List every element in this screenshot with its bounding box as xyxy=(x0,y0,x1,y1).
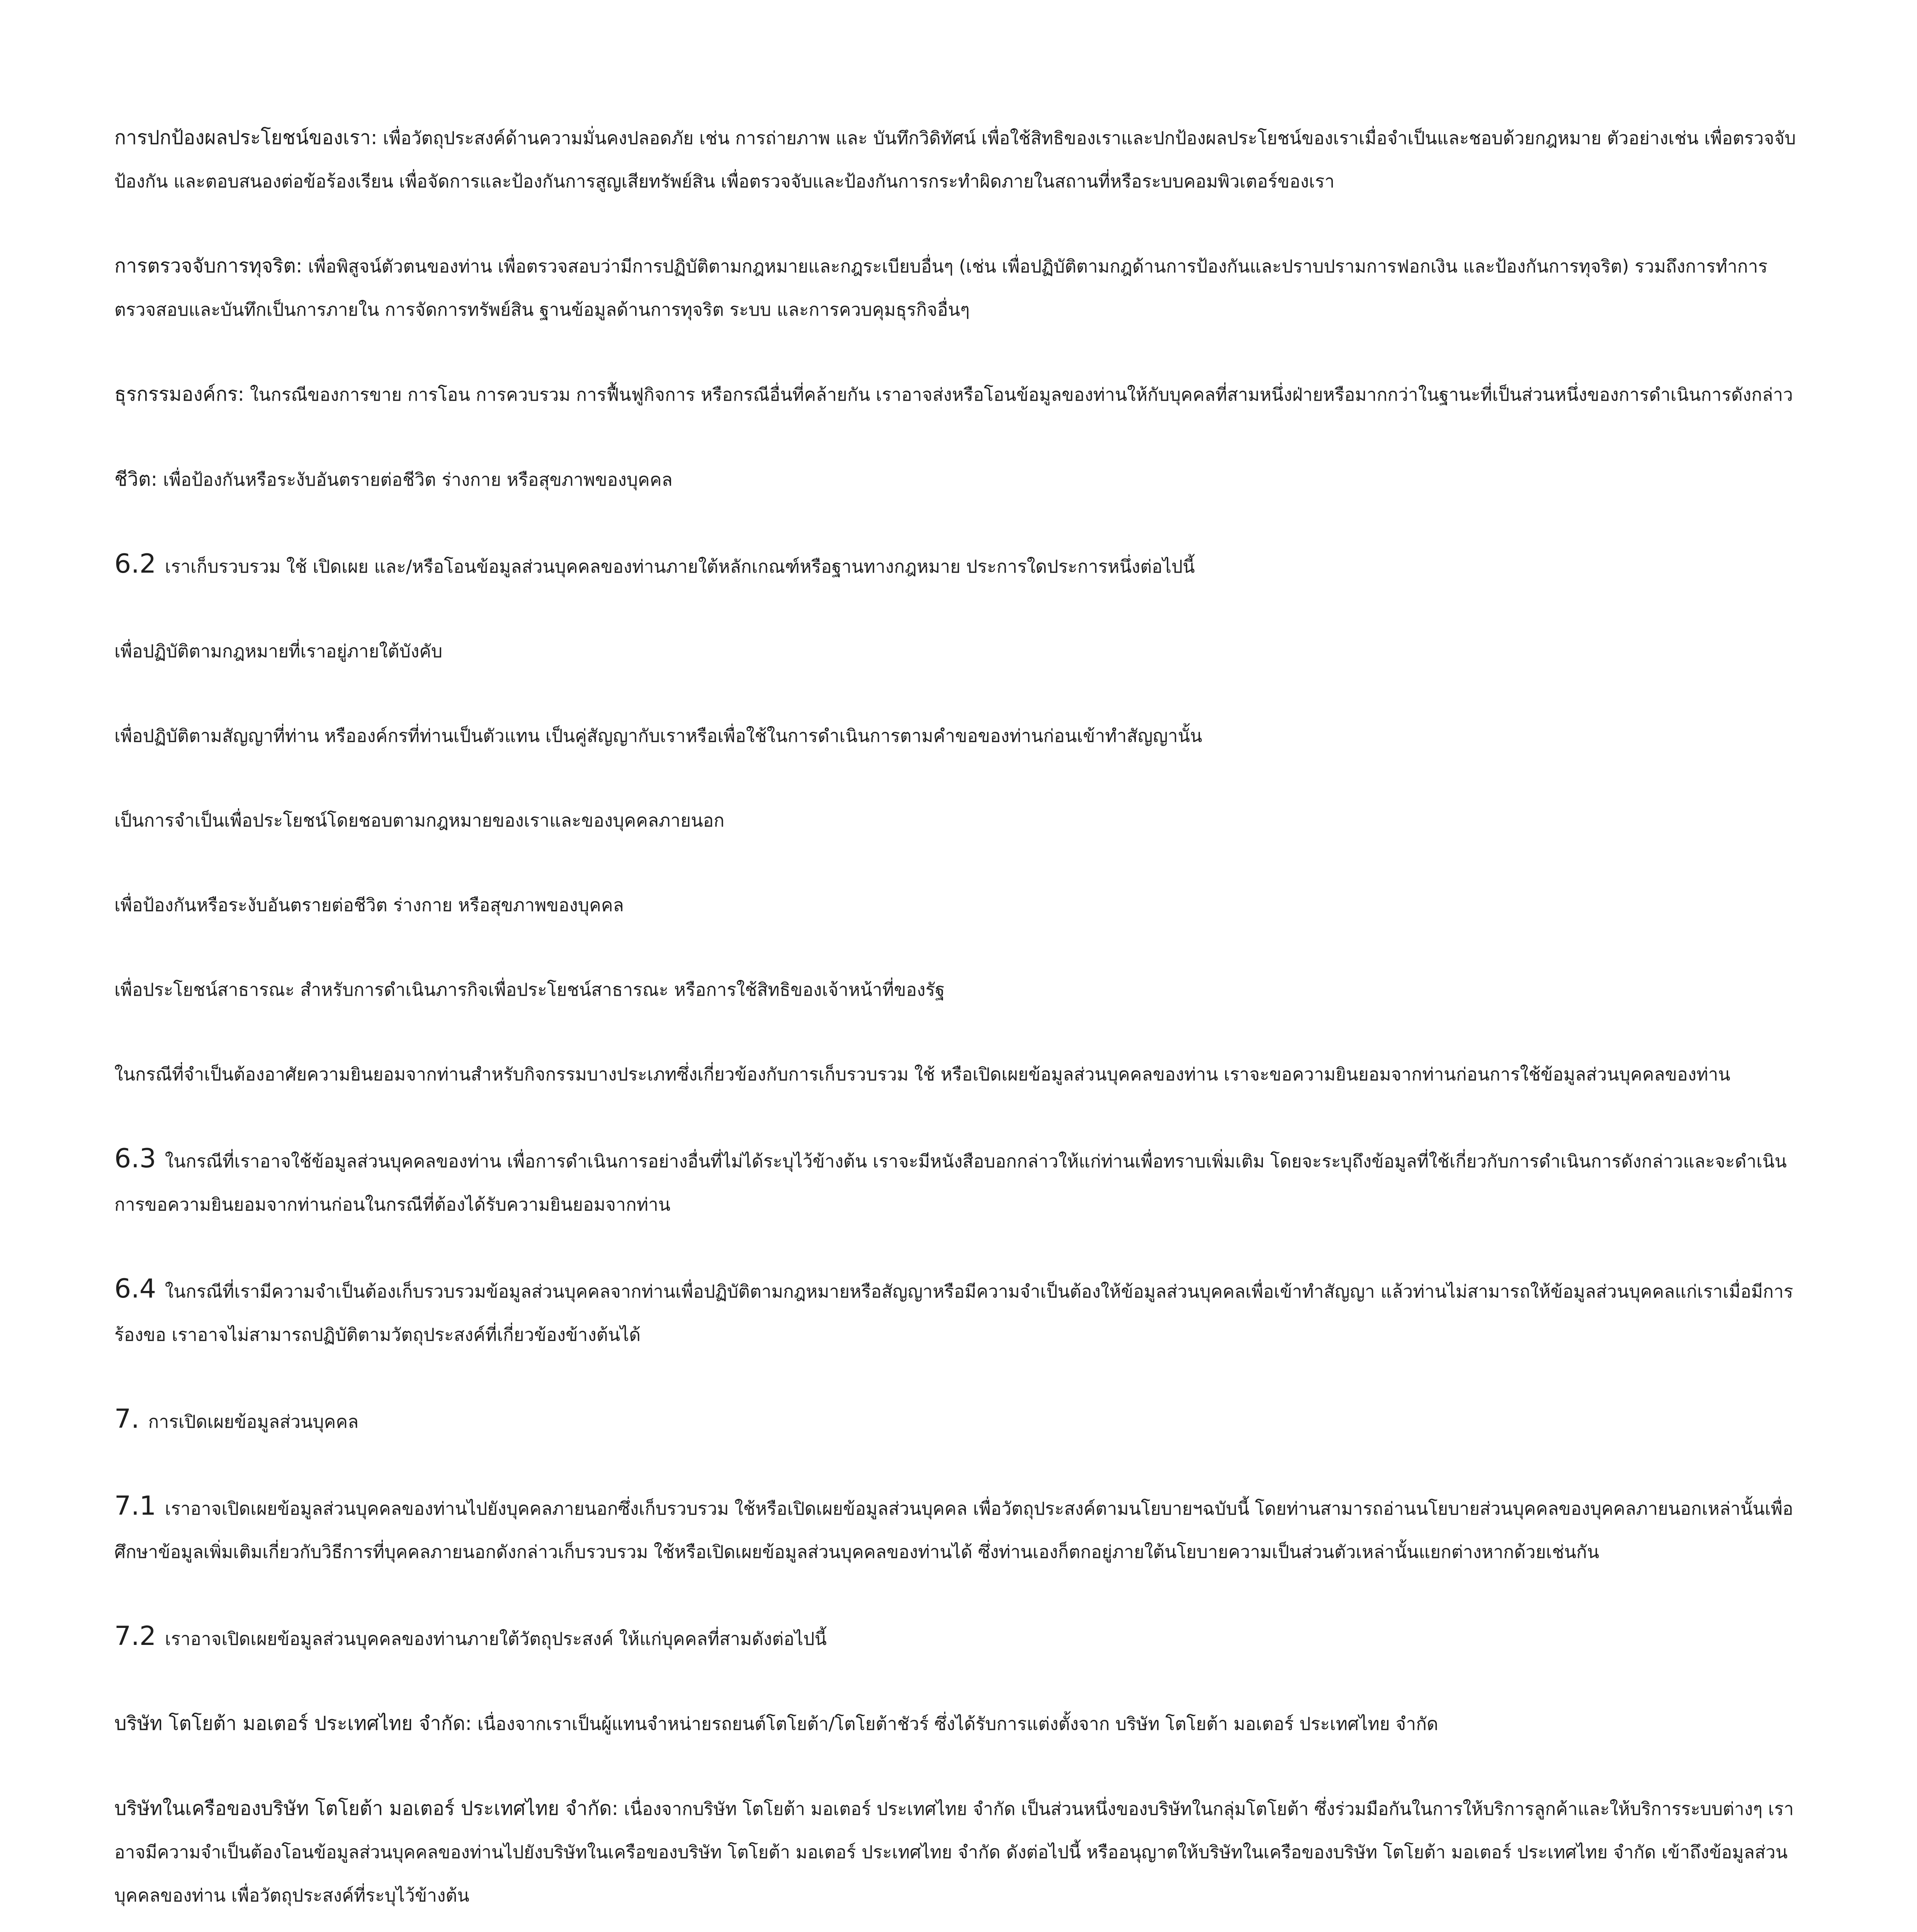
paragraph-text: เราอาจเปิดเผยข้อมูลส่วนบุคคลของท่านภายใต้วัตถุประสงค์ ให้แก่บุคคลที่สามดังต่อไปนี้ xyxy=(165,1628,827,1649)
paragraph-fraud-detection xyxy=(114,244,1803,331)
paragraph-text: เนื่องจากบริษัท โตโยต้า มอเตอร์ ประเทศไทย จำกัด เป็นส่วนหนึ่งของบริษัทในกลุ่มโตโยต้า ซึ่งร่วมมือกันในการให้บริการลูกค้าและให้บริการระบบต่างๆ เราอาจมีความจำเป็นต้องโอนข้อมูลส่วนบุคคลของท่านไปยังบริษัทในเครือของบริษัท โตโยต้า มอเตอร์ ประเทศไทย จำกัด ดังต่อไปนี้ หรืออนุญาตให้บริษัทในเครือของบริษัท โตโยต้า มอเตอร์ ประเทศไทย จำกัด เข้าถึงข้อมูลส่วนบุคคลของท่าน เพื่อวัตถุประสงค์ที่ระบุไว้ข้างต้น xyxy=(114,1798,1794,1906)
section-number: 7.1 xyxy=(114,1491,156,1521)
paragraph-text: ในกรณีที่เรามีความจำเป็นต้องเก็บรวบรวมข้อมูลส่วนบุคคลจากท่านเพื่อปฏิบัติตามกฎหมายหรือสัญญาหรือมีความจำเป็นต้องให้ข้อมูลส่วนบุคคลเพื่อเข้าทำสัญญา แล้วท่านไม่สามารถให้ข้อมูลส่วนบุคคลแก่เราเมื่อมีการร้องขอ เราอาจไม่สามารถปฏิบัติตามวัตถุประสงค์ที่เกี่ยวข้องข้างต้นได้ xyxy=(114,1281,1793,1345)
section-number: 6.2 xyxy=(114,549,156,579)
legal-basis-contract xyxy=(114,714,1803,757)
paragraph-lead: บริษัท โตโยต้า มอเตอร์ ประเทศไทย จำกัด: xyxy=(114,1712,472,1735)
section-6-2 xyxy=(114,543,1803,588)
section-7-heading xyxy=(114,1398,1803,1443)
section-number: 7. xyxy=(114,1404,139,1434)
paragraph-lead: การปกป้องผลประโยชน์ของเรา: xyxy=(114,126,377,149)
paragraph-lead: บริษัทในเครือของบริษัท โตโยต้า มอเตอร์ ประเทศไทย จำกัด: xyxy=(114,1797,619,1820)
legal-basis-law xyxy=(114,629,1803,673)
paragraph-text: เราอาจเปิดเผยข้อมูลส่วนบุคคลของท่านไปยังบุคคลภายนอกซึ่งเก็บรวบรวม ใช้หรือเปิดเผยข้อมูลส่วนบุคคล เพื่อวัตถุประสงค์ตามนโยบายฯฉบับนี้ โดยท่านสามารถอ่านนโยบายส่วนบุคคลของบุคคลภายนอกเหล่านั้นเพื่อศึกษาข้อมูลเพิ่มเติมเกี่ยวกับวิธีการที่บุคคลภายนอกดังกล่าวเก็บรวบรวม ใช้หรือเปิดเผยข้อมูลส่วนบุคคลของท่านได้ ซึ่งท่านเองก็ตกอยู่ภายใต้นโยบายความเป็นส่วนตัวเหล่านั้นแยกต่างหากด้วยเช่นกัน xyxy=(114,1498,1793,1562)
document-page xyxy=(114,116,1803,1932)
legal-basis-consent xyxy=(114,1053,1803,1096)
paragraph-corporate-transactions xyxy=(114,372,1803,416)
legal-basis-public-interest xyxy=(114,968,1803,1011)
legal-basis-vital-interest xyxy=(114,883,1803,927)
paragraph-text: เพื่อปฏิบัติตามสัญญาที่ท่าน หรือองค์กรที่ท่านเป็นตัวแทน เป็นคู่สัญญากับเราหรือเพื่อใช้ในการดำเนินการตามคำขอของท่านก่อนเข้าทำสัญญานั้น xyxy=(114,725,1202,746)
paragraph-text: เพื่อปฏิบัติตามกฎหมายที่เราอยู่ภายใต้บังคับ xyxy=(114,641,443,662)
paragraph-text: เพื่อวัตถุประสงค์ด้านความมั่นคงปลอดภัย เช่น การถ่ายภาพ และ บันทึกวิดิทัศน์ เพื่อใช้สิทธิของเราและปกป้องผลประโยชน์ของเราเมื่อจำเป็นและชอบด้วยกฎหมาย ตัวอย่างเช่น เพื่อตรวจจับ ป้องกัน และตอบสนองต่อข้อร้องเรียน เพื่อจัดการและป้องกันการสูญเสียทรัพย์สิน เพื่อตรวจจับและป้องกันการกระทำผิดภายในสถานที่หรือระบบคอมพิวเตอร์ของเรา xyxy=(114,128,1796,192)
paragraph-lead: ธุรกรรมองค์กร: xyxy=(114,383,245,405)
paragraph-text: ในกรณีที่จำเป็นต้องอาศัยความยินยอมจากท่านสำหรับกิจกรรมบางประเภทซึ่งเกี่ยวข้องกับการเก็บรวบรวม ใช้ หรือเปิดเผยข้อมูลส่วนบุคคลของท่าน เราจะขอความยินยอมจากท่านก่อนการใช้ข้อมูลส่วนบุคคลของท่าน xyxy=(114,1064,1730,1085)
paragraph-lead: การตรวจจับการทุจริต: xyxy=(114,255,303,277)
paragraph-text: เพื่อประโยชน์สาธารณะ สำหรับการดำเนินภารกิจเพื่อประโยชน์สาธารณะ หรือการใช้สิทธิของเจ้าหน้าที่ของรัฐ xyxy=(114,979,945,1000)
section-6-3 xyxy=(114,1137,1803,1226)
paragraph-lead: ชีวิต: xyxy=(114,468,158,490)
section-title: การเปิดเผยข้อมูลส่วนบุคคล xyxy=(148,1411,359,1432)
paragraph-protect-interests xyxy=(114,116,1803,203)
section-6-4 xyxy=(114,1267,1803,1356)
section-7-1 xyxy=(114,1485,1803,1573)
recipient-toyota-motor-thailand xyxy=(114,1702,1803,1745)
paragraph-text: เนื่องจากเราเป็นผู้แทนจำหน่ายรถยนต์โตโยต้า/โตโยต้าชัวร์ ซึ่งได้รับการแต่งตั้งจาก บริษัท โตโยต้า มอเตอร์ ประเทศไทย จำกัด xyxy=(477,1713,1438,1734)
paragraph-text: เพื่อป้องกันหรือระงับอันตรายต่อชีวิต ร่างกาย หรือสุขภาพของบุคคล xyxy=(163,469,673,490)
section-7-2 xyxy=(114,1615,1803,1660)
paragraph-text: เพื่อพิสูจน์ตัวตนของท่าน เพื่อตรวจสอบว่ามีการปฏิบัติตามกฎหมายและกฎระเบียบอื่นๆ (เช่น เพื่อปฏิบัติตามกฎด้านการป้องกันและปราบปรามการฟอกเงิน และป้องกันการทุจริต) รวมถึงการทำการตรวจสอบและบันทึกเป็นการภายใน การจัดการทรัพย์สิน ฐานข้อมูลด้านการทุจริต ระบบ และการควบคุมธุรกิจอื่นๆ xyxy=(114,256,1768,320)
paragraph-vital-interest xyxy=(114,457,1803,501)
legal-basis-legitimate-interest xyxy=(114,799,1803,842)
paragraph-text: เป็นการจำเป็นเพื่อประโยชน์โดยชอบตามกฎหมายของเราและของบุคคลภายนอก xyxy=(114,810,725,831)
paragraph-text: เราเก็บรวบรวม ใช้ เปิดเผย และ/หรือโอนข้อมูลส่วนบุคคลของท่านภายใต้หลักเกณฑ์หรือฐานทางกฎหมาย ประการใดประการหนึ่งต่อไปนี้ xyxy=(165,556,1195,577)
paragraph-text: ในกรณีของการขาย การโอน การควบรวม การฟื้นฟูกิจการ หรือกรณีอื่นที่คล้ายกัน เราอาจส่งหรือโอนข้อมูลของท่านให้กับบุคคลที่สามหนึ่งฝ่ายหรือมากกว่าในฐานะที่เป็นส่วนหนึ่งของการดำเนินการดังกล่าว xyxy=(250,384,1793,405)
section-number: 6.3 xyxy=(114,1143,156,1174)
paragraph-text: เพื่อป้องกันหรือระงับอันตรายต่อชีวิต ร่างกาย หรือสุขภาพของบุคคล xyxy=(114,895,624,915)
section-number: 6.4 xyxy=(114,1274,156,1304)
paragraph-text: ในกรณีที่เราอาจใช้ข้อมูลส่วนบุคคลของท่าน เพื่อการดำเนินการอย่างอื่นที่ไม่ได้ระบุไว้ข้างต้น เราจะมีหนังสือบอกกล่าวให้แก่ท่านเพื่อทราบเพิ่มเติม โดยจะระบุถึงข้อมูลที่ใช้เกี่ยวกับการดำเนินการดังกล่าวและจะดำเนินการขอความยินยอมจากท่านก่อนในกรณีที่ต้องได้รับความยินยอมจากท่าน xyxy=(114,1151,1787,1215)
section-number: 7.2 xyxy=(114,1621,156,1651)
recipient-toyota-affiliates xyxy=(114,1787,1803,1917)
